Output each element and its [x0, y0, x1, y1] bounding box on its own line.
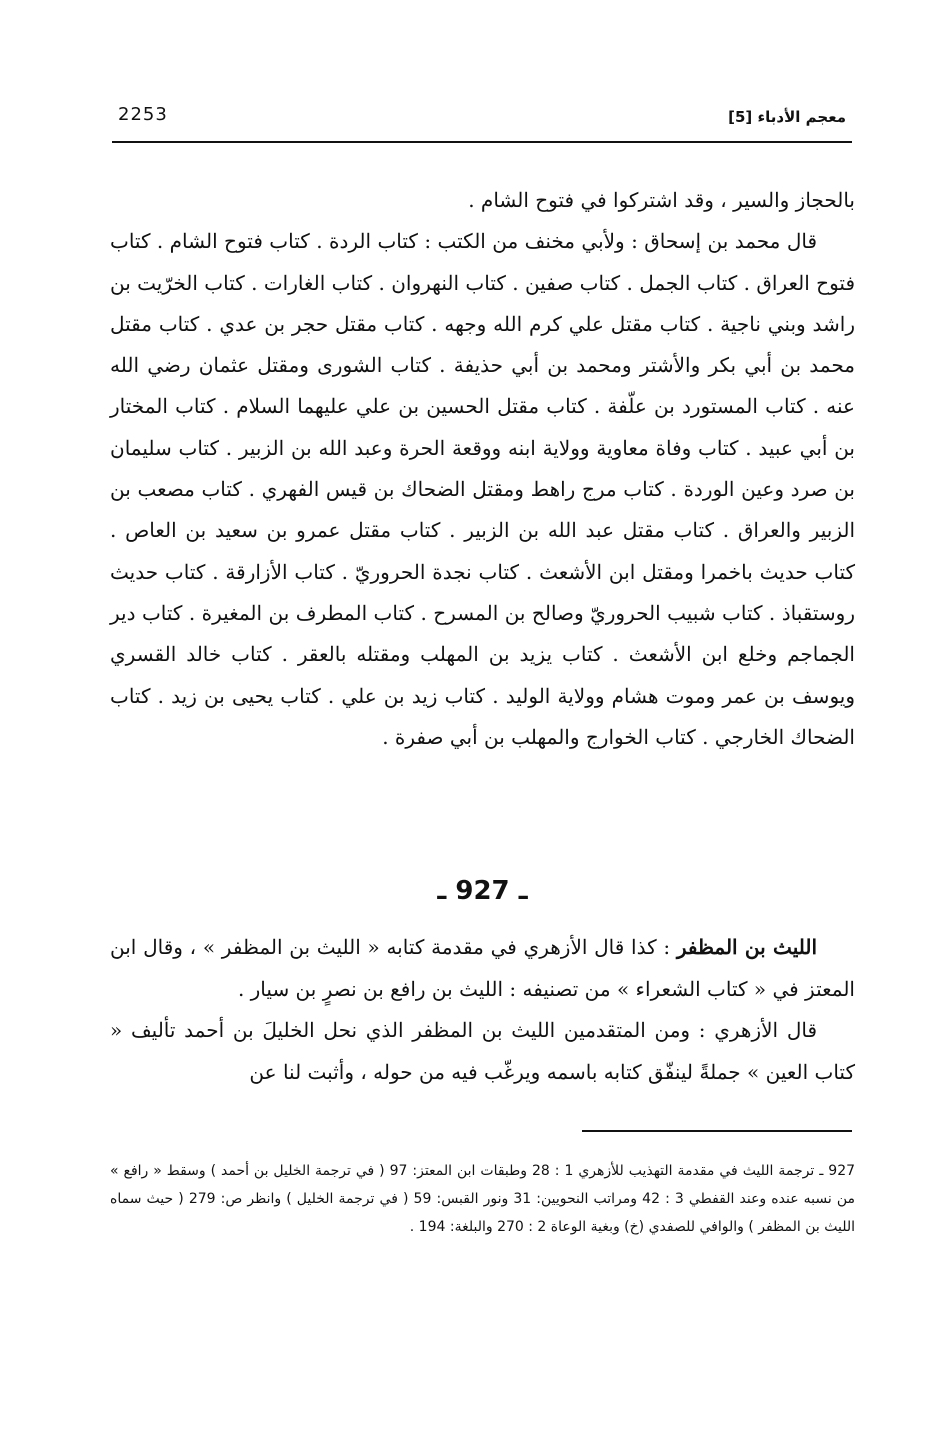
- opening-line: بالحجاز والسير ، وقد اشتركوا في فتوح الشام .: [468, 188, 855, 212]
- page-header: [112, 96, 850, 136]
- main-text: [110, 180, 855, 758]
- entry-first-paragraph-body: : كذا قال الأزهري في مقدمة كتابه « الليث بن المظفر » ، وقال ابن المعتز في « كتاب الشعراء » من تصنيفه : الليث بن رافع بن نصرٍ بن سيار .: [110, 935, 855, 1001]
- entry-second-paragraph: قال الأزهري : ومن المتقدمين الليث بن المظفر الذي نحل الخليلَ بن أحمد تأليف « كتاب العين » جملةً لينفّق كتابه باسمه ويرغّب فيه من حوله ، وأثبت لنا عن: [110, 1018, 855, 1084]
- entry-first-paragraph: [110, 927, 855, 1010]
- entry-number: ـ 927 ـ: [437, 876, 528, 906]
- footnote-text: 927 ـ ترجمة الليث في مقدمة التهذيب للأزهري 1 : 28 وطبقات ابن المعتز: 97 ( في ترجمة الخليل بن أحمد ) وسقط « رافع » من نسبه عنده وعند القفطي 3 : 42 ومراتب النحويين: 31 ونور القبس: 59 ( في ترجمة الخليل ) وانظر ص: 279 ( حيث سماه الليث بن المظفر ) والوافي للصفدي (خ) وبغية الوعاة 2 : 270 والبلغة: 194 .: [110, 1163, 856, 1235]
- books-paragraph: قال محمد بن إسحاق : ولأبي مخنف من الكتب : كتاب الردة . كتاب فتوح الشام . كتاب فتوح العراق . كتاب الجمل . كتاب صفين . كتاب النهروان . كتاب الغارات . كتاب الخرّيت بن راشد وبني ناجية . كتاب مقتل علي كرم الله وجهه . كتاب مقتل حجر بن عدي . كتاب مقتل محمد بن أبي بكر والأشتر ومحمد بن أبي حذيفة . كتاب الشورى ومقتل عثمان رضي الله عنه . كتاب المستورد بن علّفة . كتاب مقتل الحسين بن علي عليهما السلام . كتاب المختار بن أبي عبيد . كتاب وفاة معاوية وولاية ابنه ووقعة الحرة وعبد الله بن الزبير . كتاب سليمان بن صرد وعين الوردة . كتاب مرج راهط ومقتل الضحاك بن قيس الفهري . كتاب مصعب بن الزبير والعراق . كتاب مقتل عبد الله بن الزبير . كتاب مقتل عمرو بن سعيد بن العاص . كتاب حديث باخمرا ومقتل ابن الأشعث . كتاب نجدة الحروريّ . كتاب الأزارقة . كتاب حديث روستقباذ . كتاب شبيب الحروريّ وصالح بن المسرح . كتاب المطرف بن المغيرة . كتاب دير الجماجم وخلع ابن الأشعث . كتاب يزيد بن المهلب ومقتله بالعقر . كتاب خالد القسري ويوسف بن عمر وموت هشام وولاية الوليد . كتاب زيد بن علي . كتاب يحيى بن زيد . كتاب الضحاك الخارجي . كتاب الخوارج والمهلب بن أبي صفرة .: [110, 229, 855, 749]
- header-divider: [112, 141, 852, 143]
- entry-name: الليث بن المظفر: [676, 935, 818, 959]
- page-number: 2253: [118, 104, 168, 125]
- entry-text: [110, 927, 855, 1093]
- footnote: [110, 1157, 855, 1241]
- running-head: معجم الأدباء [5]: [728, 108, 846, 126]
- footnote-divider: [582, 1130, 852, 1132]
